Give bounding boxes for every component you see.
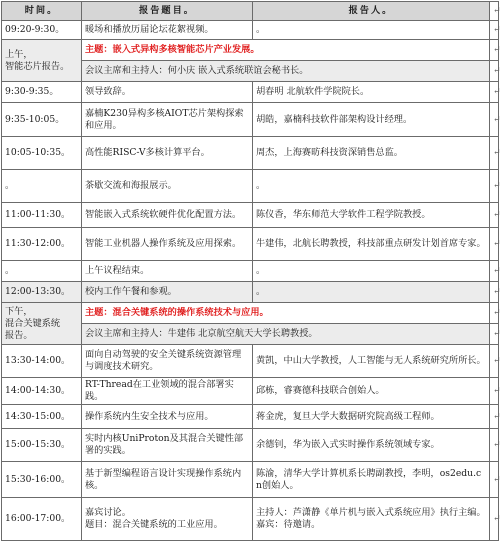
session-host: 会议主席和主持人：牛建伟 北京航空航天大学长聘教授。 <box>82 324 490 345</box>
speaker-cell: 。 <box>253 261 490 282</box>
table-row <box>2 282 499 303</box>
table-row <box>2 498 499 541</box>
row-end-mark: ↵ <box>490 282 499 303</box>
table-row <box>2 21 499 40</box>
row-end-mark: ↵ <box>490 170 499 203</box>
row-end-mark: ↵ <box>490 429 499 462</box>
speaker-cell: 黄凯，中山大学教授，人工智能与无人系统研究所所长。 <box>253 345 490 378</box>
table-row <box>2 82 499 103</box>
topic-cell: 领导致辞。 <box>82 82 253 103</box>
speaker-cell: 主持人：芦潇静《单片机与嵌入式系统应用》执行主编。 嘉宾：待邀请。 <box>253 498 490 541</box>
time-cell: 11:00-11:30。 <box>2 203 82 228</box>
topic-cell: 高性能RISC-V多核计算平台。 <box>82 137 253 170</box>
speaker-cell: 胡皓，嘉楠科技软件部架构设计经理。 <box>253 103 490 137</box>
speaker-cell: 蒋金虎，复旦大学大数据研究院高级工程师。 <box>253 405 490 429</box>
speaker-cell: 邱栋，睿赛德科技联合创始人。 <box>253 378 490 405</box>
table-row <box>2 137 499 170</box>
time-cell: 9:35-10:05。 <box>2 103 82 137</box>
time-cell: 9:30-9:35。 <box>2 82 82 103</box>
topic-cell: 上午议程结束。 <box>82 261 253 282</box>
speaker-cell: 陈仪香，华东师范大学软件工程学院教授。 <box>253 203 490 228</box>
time-cell: 。 <box>2 170 82 203</box>
topic-cell: RT-Thread在工业领域的混合部署实践。 <box>82 378 253 405</box>
row-end-mark: ↵ <box>490 462 499 498</box>
speaker-cell: 余德钊，华为嵌入式实时操作系统领域专家。 <box>253 429 490 462</box>
topic-cell: 智能工业机器人操作系统及应用探索。 <box>82 228 253 261</box>
time-cell: 14:30-15:00。 <box>2 405 82 429</box>
header-topic: 报告题目。 <box>82 2 253 21</box>
speaker-cell: 。 <box>253 21 490 40</box>
table-row <box>2 261 499 282</box>
table-row <box>2 429 499 462</box>
time-cell: 10:05-10:35。 <box>2 137 82 170</box>
time-cell: 15:30-16:00。 <box>2 462 82 498</box>
time-cell: 12:00-13:30。 <box>2 282 82 303</box>
topic-cell: 茶歇交流和海报展示。 <box>82 170 253 203</box>
table-row <box>2 170 499 203</box>
row-end-mark: ↵ <box>490 498 499 541</box>
row-end-mark: ↵ <box>490 137 499 170</box>
time-cell: 09:20-9:30。 <box>2 21 82 40</box>
speaker-cell: 胡春明 北航软件学院院长。 <box>253 82 490 103</box>
row-end-mark: ↵ <box>490 2 499 21</box>
session-theme: 主题：嵌入式异构多核智能芯片产业发展。 <box>82 40 490 61</box>
session-label-afternoon: 下午， 混合关键系统 报告。 <box>2 303 82 345</box>
row-end-mark: ↵ <box>490 378 499 405</box>
speaker-cell: 。 <box>253 170 490 203</box>
header-time: 时间。 <box>2 2 82 21</box>
row-end-mark: ↵ <box>490 345 499 378</box>
table-row <box>2 462 499 498</box>
session-label-morning: 上午， 智能芯片报告。 <box>2 40 82 82</box>
time-cell: 14:00-14:30。 <box>2 378 82 405</box>
header-speaker: 报告人。 <box>253 2 490 21</box>
speaker-cell: 。 <box>253 282 490 303</box>
row-end-mark: ↵ <box>490 303 499 324</box>
time-cell: 。 <box>2 261 82 282</box>
topic-cell: 实时内核UniProton及其混合关键性部署的实践。 <box>82 429 253 462</box>
topic-cell: 操作系统内生安全技术与应用。 <box>82 405 253 429</box>
row-end-mark: ↵ <box>490 203 499 228</box>
table-row <box>2 228 499 261</box>
row-end-mark: ↵ <box>490 40 499 61</box>
time-cell: 11:30-12:00。 <box>2 228 82 261</box>
table-row <box>2 405 499 429</box>
row-end-mark: ↵ <box>490 261 499 282</box>
row-end-mark: ↵ <box>490 61 499 82</box>
row-end-mark: ↵ <box>490 82 499 103</box>
row-end-mark: ↵ <box>490 103 499 137</box>
time-cell: 13:30-14:00。 <box>2 345 82 378</box>
table-row <box>2 378 499 405</box>
time-cell: 15:00-15:30。 <box>2 429 82 462</box>
topic-cell: 暖场和播放历届论坛花絮视频。 <box>82 21 253 40</box>
row-end-mark: ↵ <box>490 21 499 40</box>
topic-cell: 嘉宾讨论。 题目：混合关键系统的工业应用。 <box>82 498 253 541</box>
time-cell: 16:00-17:00。 <box>2 498 82 541</box>
row-end-mark: ↵ <box>490 228 499 261</box>
topic-cell: 面向自动驾驶的安全关键系统资源管理与调度技术研究。 <box>82 345 253 378</box>
session-theme-row <box>2 40 499 61</box>
row-end-mark: ↵ <box>490 324 499 345</box>
table-row <box>2 203 499 228</box>
topic-cell: 校内工作午餐和参观。 <box>82 282 253 303</box>
speaker-cell: 陈渝，清华大学计算机系长聘副教授，李明，os2edu.cn创始人。 <box>253 462 490 498</box>
topic-cell: 嘉楠K230异构多核AIOT芯片架构探索和应用。 <box>82 103 253 137</box>
session-theme: 主题：混合关键系统的操作系统技术与应用。 <box>82 303 490 324</box>
schedule-table <box>1 1 499 541</box>
row-end-mark: ↵ <box>490 405 499 429</box>
speaker-cell: 周杰，上海赛昉科技资深销售总监。 <box>253 137 490 170</box>
table-row <box>2 103 499 137</box>
header-row <box>2 2 499 21</box>
session-host: 会议主席和主持人：何小庆 嵌入式系统联谊会秘书长。 <box>82 61 490 82</box>
topic-cell: 智能嵌入式系统软硬件优化配置方法。 <box>82 203 253 228</box>
table-row <box>2 345 499 378</box>
session-theme-row <box>2 303 499 324</box>
speaker-cell: 牛建伟，北航长聘教授，科技部重点研发计划首席专家。 <box>253 228 490 261</box>
topic-cell: 基于新型编程语言设计实现操作系统内核。 <box>82 462 253 498</box>
